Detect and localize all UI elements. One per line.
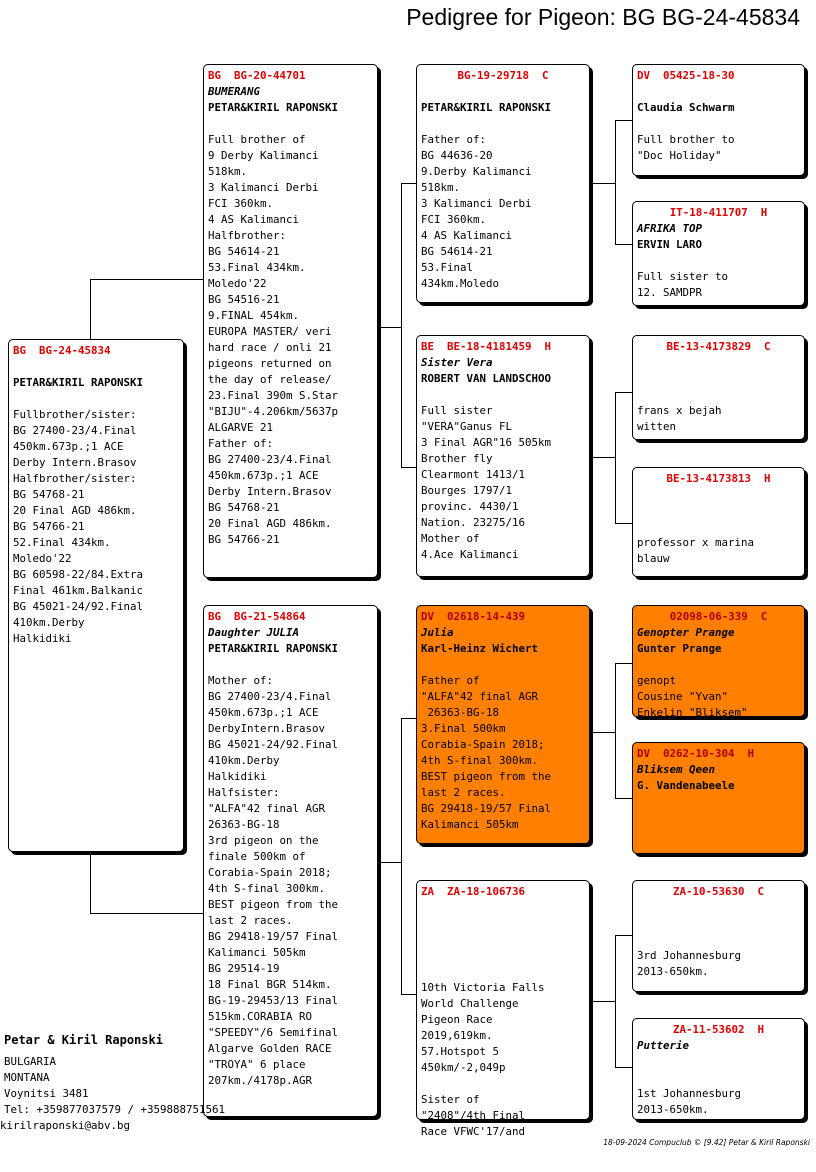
pigeon-notes: [637, 535, 800, 567]
note-line: "TROYA" 6 place: [208, 1058, 306, 1071]
pigeon-name: BUMERANG: [208, 85, 261, 98]
pigeon-notes: [421, 980, 585, 1140]
owner-name: G. Vandenabeele: [637, 779, 735, 792]
note-line: Kalimanci 505km: [421, 818, 519, 831]
pigeon-card-sire-dam-dam[interactable]: [632, 467, 805, 577]
note-line: BG 54766-21: [13, 520, 85, 533]
note-line: Cousine "Yvan": [637, 690, 729, 703]
connector-line: [401, 467, 417, 468]
note-line: 450km.673p.;1 ACE: [208, 469, 319, 482]
ring-number: BG BG-21-54864: [208, 610, 306, 623]
note-line: 18 Final BGR 514km.: [208, 978, 332, 991]
note-line: 207km./4178p.AGR: [208, 1074, 313, 1087]
connector-line: [615, 935, 616, 1068]
pigeon-name: AFRIKA TOP: [637, 222, 703, 235]
connector-line: [615, 663, 616, 799]
pigeon-notes: [637, 132, 800, 164]
pigeon-card-dam-dam-dam[interactable]: [632, 1018, 805, 1120]
pigeon-notes: [637, 948, 800, 980]
note-line: 2019,619km.: [421, 1029, 493, 1042]
note-line: BG 45021-24/92.Final: [208, 738, 339, 751]
ring-number: BG BG-24-45834: [13, 344, 111, 357]
note-line: 3 Kalimanci Derbi: [208, 181, 319, 194]
connector-line: [615, 798, 633, 799]
pigeon-notes: [13, 407, 179, 647]
note-line: Halkidiki: [13, 632, 72, 645]
note-line: 10th Victoria Falls: [421, 981, 545, 994]
note-line: Halfbrother:: [208, 229, 287, 242]
note-line: 2013-650km.: [637, 965, 709, 978]
breeder-name: Petar & Kiril Raponski: [4, 1033, 163, 1047]
note-line: hard race / onli 21: [208, 341, 332, 354]
note-line: 2013-650km.: [637, 1103, 709, 1116]
note-line: BG 44636-20: [421, 149, 493, 162]
ring-number: IT-18-411707 H: [669, 206, 768, 219]
pigeon-card-sire-sire-dam[interactable]: [632, 201, 805, 306]
note-line: 53.Final 434km.: [208, 261, 306, 274]
note-line: BG 60598-22/84.Extra: [13, 568, 144, 581]
note-line: 434km.Moledo: [421, 277, 500, 290]
note-line: 3rd Johannesburg: [637, 949, 742, 962]
pigeon-name: Sister Vera: [421, 356, 493, 369]
note-line: BG 54768-21: [208, 501, 280, 514]
note-line: witten: [637, 420, 677, 433]
footer-credit: 18-09-2024 Compuclub © [9.42] Petar & Kiril Raponski: [603, 1138, 810, 1147]
owner-name: Karl-Heinz Wichert: [421, 642, 539, 655]
connector-line: [615, 392, 616, 524]
note-line: Pigeon Race: [421, 1013, 493, 1026]
note-line: 23.Final 390m S.Star: [208, 389, 339, 402]
contact-email: kirilraponski@abv.bg: [0, 1119, 131, 1132]
note-line: FCI 360km.: [421, 213, 487, 226]
note-line: Father of:: [421, 133, 487, 146]
note-line: 518km.: [208, 165, 248, 178]
note-line: 450km.673p.;1 ACE: [208, 706, 319, 719]
note-line: BG 54768-21: [13, 488, 85, 501]
connector-line: [401, 183, 402, 468]
note-line: Corabia-Spain 2018;: [421, 738, 545, 751]
note-line: 9.Derby Kalimanci: [421, 165, 532, 178]
note-line: BG 27400-23/4.Final: [208, 690, 332, 703]
note-line: 9.FINAL 454km.: [208, 309, 300, 322]
note-line: Full sister to: [637, 270, 729, 283]
ring-number: BE BE-18-4181459 H: [421, 340, 552, 353]
connector-line: [378, 327, 402, 328]
note-line: World Challenge: [421, 997, 519, 1010]
ring-number: DV 02618-14-439: [421, 610, 526, 623]
note-line: Derby Intern.Brasov: [13, 456, 137, 469]
note-line: 4.Ace Kalimanci: [421, 548, 519, 561]
connector-line: [615, 120, 633, 121]
note-line: Full brother to: [637, 133, 735, 146]
note-line: 515km.CORABIA RO: [208, 1010, 313, 1023]
note-line: 52.Final 434km.: [13, 536, 111, 549]
note-line: "Doc Holiday": [637, 149, 722, 162]
owner-name: PETAR&KIRIL RAPONSKI: [421, 101, 552, 114]
note-line: Halkidiki: [208, 770, 267, 783]
connector-line: [615, 392, 633, 393]
note-line: BEST pigeon from the: [208, 898, 339, 911]
pigeon-notes: [208, 132, 373, 548]
note-line: BG 29418-19/57 Final: [421, 802, 552, 815]
note-line: ALGARVE 21: [208, 421, 274, 434]
note-line: 450km.673p.;1 ACE: [13, 440, 124, 453]
note-line: Fullbrother/sister:: [13, 408, 137, 421]
ring-number: 02098-06-339 C: [669, 610, 768, 623]
connector-line: [401, 183, 417, 184]
connector-line: [615, 120, 616, 245]
note-line: 20 Final AGD 486km.: [208, 517, 332, 530]
note-line: 410km.Derby: [208, 754, 280, 767]
pigeon-card-sire-dam[interactable]: [416, 335, 590, 577]
pigeon-notes: [421, 132, 585, 292]
owner-name: Gunter Prange: [637, 642, 722, 655]
note-line: Mother of: [421, 532, 480, 545]
connector-line: [378, 862, 402, 863]
ring-number: BE-13-4173829 C: [666, 340, 771, 353]
pigeon-card-dam-sire-dam[interactable]: [632, 742, 805, 854]
note-line: Corabia-Spain 2018;: [208, 866, 332, 879]
pigeon-name: Julia: [421, 626, 454, 639]
contact-phone: Tel: +359877037579 / +359888751561: [4, 1103, 226, 1116]
contact-country: BULGARIA: [4, 1055, 57, 1068]
note-line: "VERA"Ganus FL: [421, 420, 513, 433]
pigeon-notes: [421, 403, 585, 563]
pigeon-card-dam-dam-sire[interactable]: [632, 880, 805, 992]
note-line: BG-19-29453/13 Final: [208, 994, 339, 1007]
note-line: FCI 360km.: [208, 197, 274, 210]
owner-name: ROBERT VAN LANDSCHOO: [421, 372, 552, 385]
connector-line: [615, 1067, 633, 1068]
pigeon-card-dam-dam[interactable]: [416, 880, 590, 1138]
note-line: BG 54766-21: [208, 533, 280, 546]
note-line: 20 Final AGD 486km.: [13, 504, 137, 517]
note-line: 3rd pigeon on the: [208, 834, 319, 847]
note-line: Father of:: [208, 437, 274, 450]
pigeon-notes: [637, 673, 800, 721]
pigeon-card-sire[interactable]: [203, 64, 378, 578]
note-line: last 2 races.: [208, 914, 293, 927]
pigeon-name: Bliksem Qeen: [637, 763, 716, 776]
note-line: BG 29514-19: [208, 962, 280, 975]
note-line: Race VFWC'17/and: [421, 1125, 526, 1138]
connector-line: [615, 935, 633, 936]
page-title: Pedigree for Pigeon: BG BG-24-45834: [406, 4, 800, 30]
pigeon-card-subject[interactable]: [8, 339, 184, 852]
note-line: Moledo'22: [13, 552, 72, 565]
ring-number: BG BG-20-44701: [208, 69, 306, 82]
pigeon-card-sire-sire-sire[interactable]: [632, 64, 805, 176]
owner-name: PETAR&KIRIL RAPONSKI: [208, 642, 339, 655]
owner-name: ERVIN LARO: [637, 238, 703, 251]
note-line: BG 54614-21: [421, 245, 493, 258]
note-line: 450km/-2,049p: [421, 1061, 506, 1074]
pigeon-name: Genopter Prange: [637, 626, 735, 639]
note-line: Bourges 1797/1: [421, 484, 513, 497]
note-line: Halfsister:: [208, 786, 280, 799]
note-line: last 2 races.: [421, 786, 506, 799]
note-line: [421, 1076, 585, 1092]
connector-line: [615, 244, 633, 245]
ring-number: BG-19-29718 C: [457, 69, 549, 82]
pigeon-card-sire-dam-sire[interactable]: [632, 335, 805, 440]
contact-address: Voynitsi 3481: [4, 1087, 89, 1100]
note-line: 3.Final 500km: [421, 722, 506, 735]
note-line: Sister of: [421, 1093, 480, 1106]
connector-line: [615, 523, 633, 524]
note-line: frans x bejah: [637, 404, 722, 417]
note-line: 9 Derby Kalimanci: [208, 149, 319, 162]
note-line: Clearmont 1413/1: [421, 468, 526, 481]
pigeon-name: Daughter JULIA: [208, 626, 300, 639]
note-line: BG 54516-21: [208, 293, 280, 306]
note-line: 4th S-final 300km.: [208, 882, 326, 895]
note-line: Full brother of: [208, 133, 306, 146]
note-line: 26363-BG-18: [421, 706, 500, 719]
note-line: BG 27400-23/4.Final: [13, 424, 137, 437]
note-line: 26363-BG-18: [208, 818, 280, 831]
note-line: Algarve Golden RACE: [208, 1042, 332, 1055]
note-line: EUROPA MASTER/ veri: [208, 325, 332, 338]
note-line: BG 54614-21: [208, 245, 280, 258]
connector-line: [401, 718, 402, 995]
connector-line: [90, 913, 204, 914]
note-line: Mother of:: [208, 674, 274, 687]
ring-number: BE-13-4173813 H: [666, 472, 771, 485]
ring-number: ZA-10-53630 C: [672, 885, 764, 898]
note-line: 4th S-final 300km.: [421, 754, 539, 767]
note-line: Halfbrother/sister:: [13, 472, 137, 485]
note-line: "ALFA"42 final AGR: [208, 802, 326, 815]
note-line: Final 461km.Balkanic: [13, 584, 144, 597]
owner-name: PETAR&KIRIL RAPONSKI: [13, 376, 144, 389]
note-line: 53.Final: [421, 261, 474, 274]
note-line: 4 AS Kalimanci: [208, 213, 300, 226]
owner-name: Claudia Schwarm: [637, 101, 735, 114]
connector-line: [90, 852, 91, 914]
pigeon-card-dam-sire[interactable]: [416, 605, 590, 844]
pigeon-card-dam[interactable]: [203, 605, 378, 1117]
ring-number: DV 05425-18-30: [637, 69, 735, 82]
connector-line: [401, 718, 417, 719]
breeder-contact: [0, 1032, 226, 1134]
note-line: Full sister: [421, 404, 493, 417]
note-line: pigeons returned on: [208, 357, 332, 370]
note-line: provinc. 4430/1: [421, 500, 519, 513]
pigeon-notes: [637, 1086, 800, 1118]
note-line: 4 AS Kalimanci: [421, 229, 513, 242]
note-line: Father of: [421, 674, 480, 687]
note-line: finale 500km of: [208, 850, 306, 863]
note-line: professor x marina: [637, 536, 755, 549]
note-line: 57.Hotspot 5: [421, 1045, 500, 1058]
note-line: "2408"/4th Final: [421, 1109, 526, 1122]
pigeon-notes: [208, 673, 373, 1089]
connector-line: [401, 994, 417, 995]
connector-line: [590, 183, 616, 184]
ring-number: ZA ZA-18-106736: [421, 885, 526, 898]
note-line: Kalimanci 505km: [208, 946, 306, 959]
note-line: Nation. 23275/16: [421, 516, 526, 529]
note-line: blauw: [637, 552, 670, 565]
note-line: "ALFA"42 final AGR: [421, 690, 539, 703]
note-line: Brother fly: [421, 452, 493, 465]
pigeon-card-sire-sire[interactable]: [416, 64, 590, 303]
owner-name: PETAR&KIRIL RAPONSKI: [208, 101, 339, 114]
pigeon-notes: [637, 403, 800, 435]
note-line: "SPEEDY"/6 Semifinal: [208, 1026, 339, 1039]
note-line: 3 Kalimanci Derbi: [421, 197, 532, 210]
connector-line: [590, 732, 616, 733]
ring-number: ZA-11-53602 H: [672, 1023, 764, 1036]
note-line: Enkelin "Bliksem": [637, 706, 748, 719]
note-line: genopt: [637, 674, 677, 687]
note-line: 1st Johannesburg: [637, 1087, 742, 1100]
pigeon-notes: [637, 269, 800, 301]
connector-line: [590, 1001, 616, 1002]
note-line: 3 Final AGR"16 505km: [421, 436, 552, 449]
note-line: 410km.Derby: [13, 616, 85, 629]
note-line: 12. SAMDPR: [637, 286, 703, 299]
note-line: "BIJU"-4.206km/5637p: [208, 405, 339, 418]
note-line: 518km.: [421, 181, 461, 194]
note-line: BEST pigeon from the: [421, 770, 552, 783]
connector-line: [615, 663, 633, 664]
note-line: Derby Intern.Brasov: [208, 485, 332, 498]
note-line: BG 29418-19/57 Final: [208, 930, 339, 943]
pigeon-card-dam-sire-sire[interactable]: [632, 605, 805, 717]
pigeon-name: Putterie: [637, 1039, 690, 1052]
ring-number: DV 0262-10-304 H: [637, 747, 755, 760]
note-line: DerbyIntern.Brasov: [208, 722, 326, 735]
contact-city: MONTANA: [4, 1071, 50, 1084]
connector-line: [90, 279, 91, 341]
note-line: BG 27400-23/4.Final: [208, 453, 332, 466]
pigeon-notes: [421, 673, 585, 833]
note-line: the day of release/: [208, 373, 332, 386]
note-line: BG 45021-24/92.Final: [13, 600, 144, 613]
connector-line: [590, 457, 616, 458]
note-line: Moledo'22: [208, 277, 267, 290]
connector-line: [90, 279, 204, 280]
